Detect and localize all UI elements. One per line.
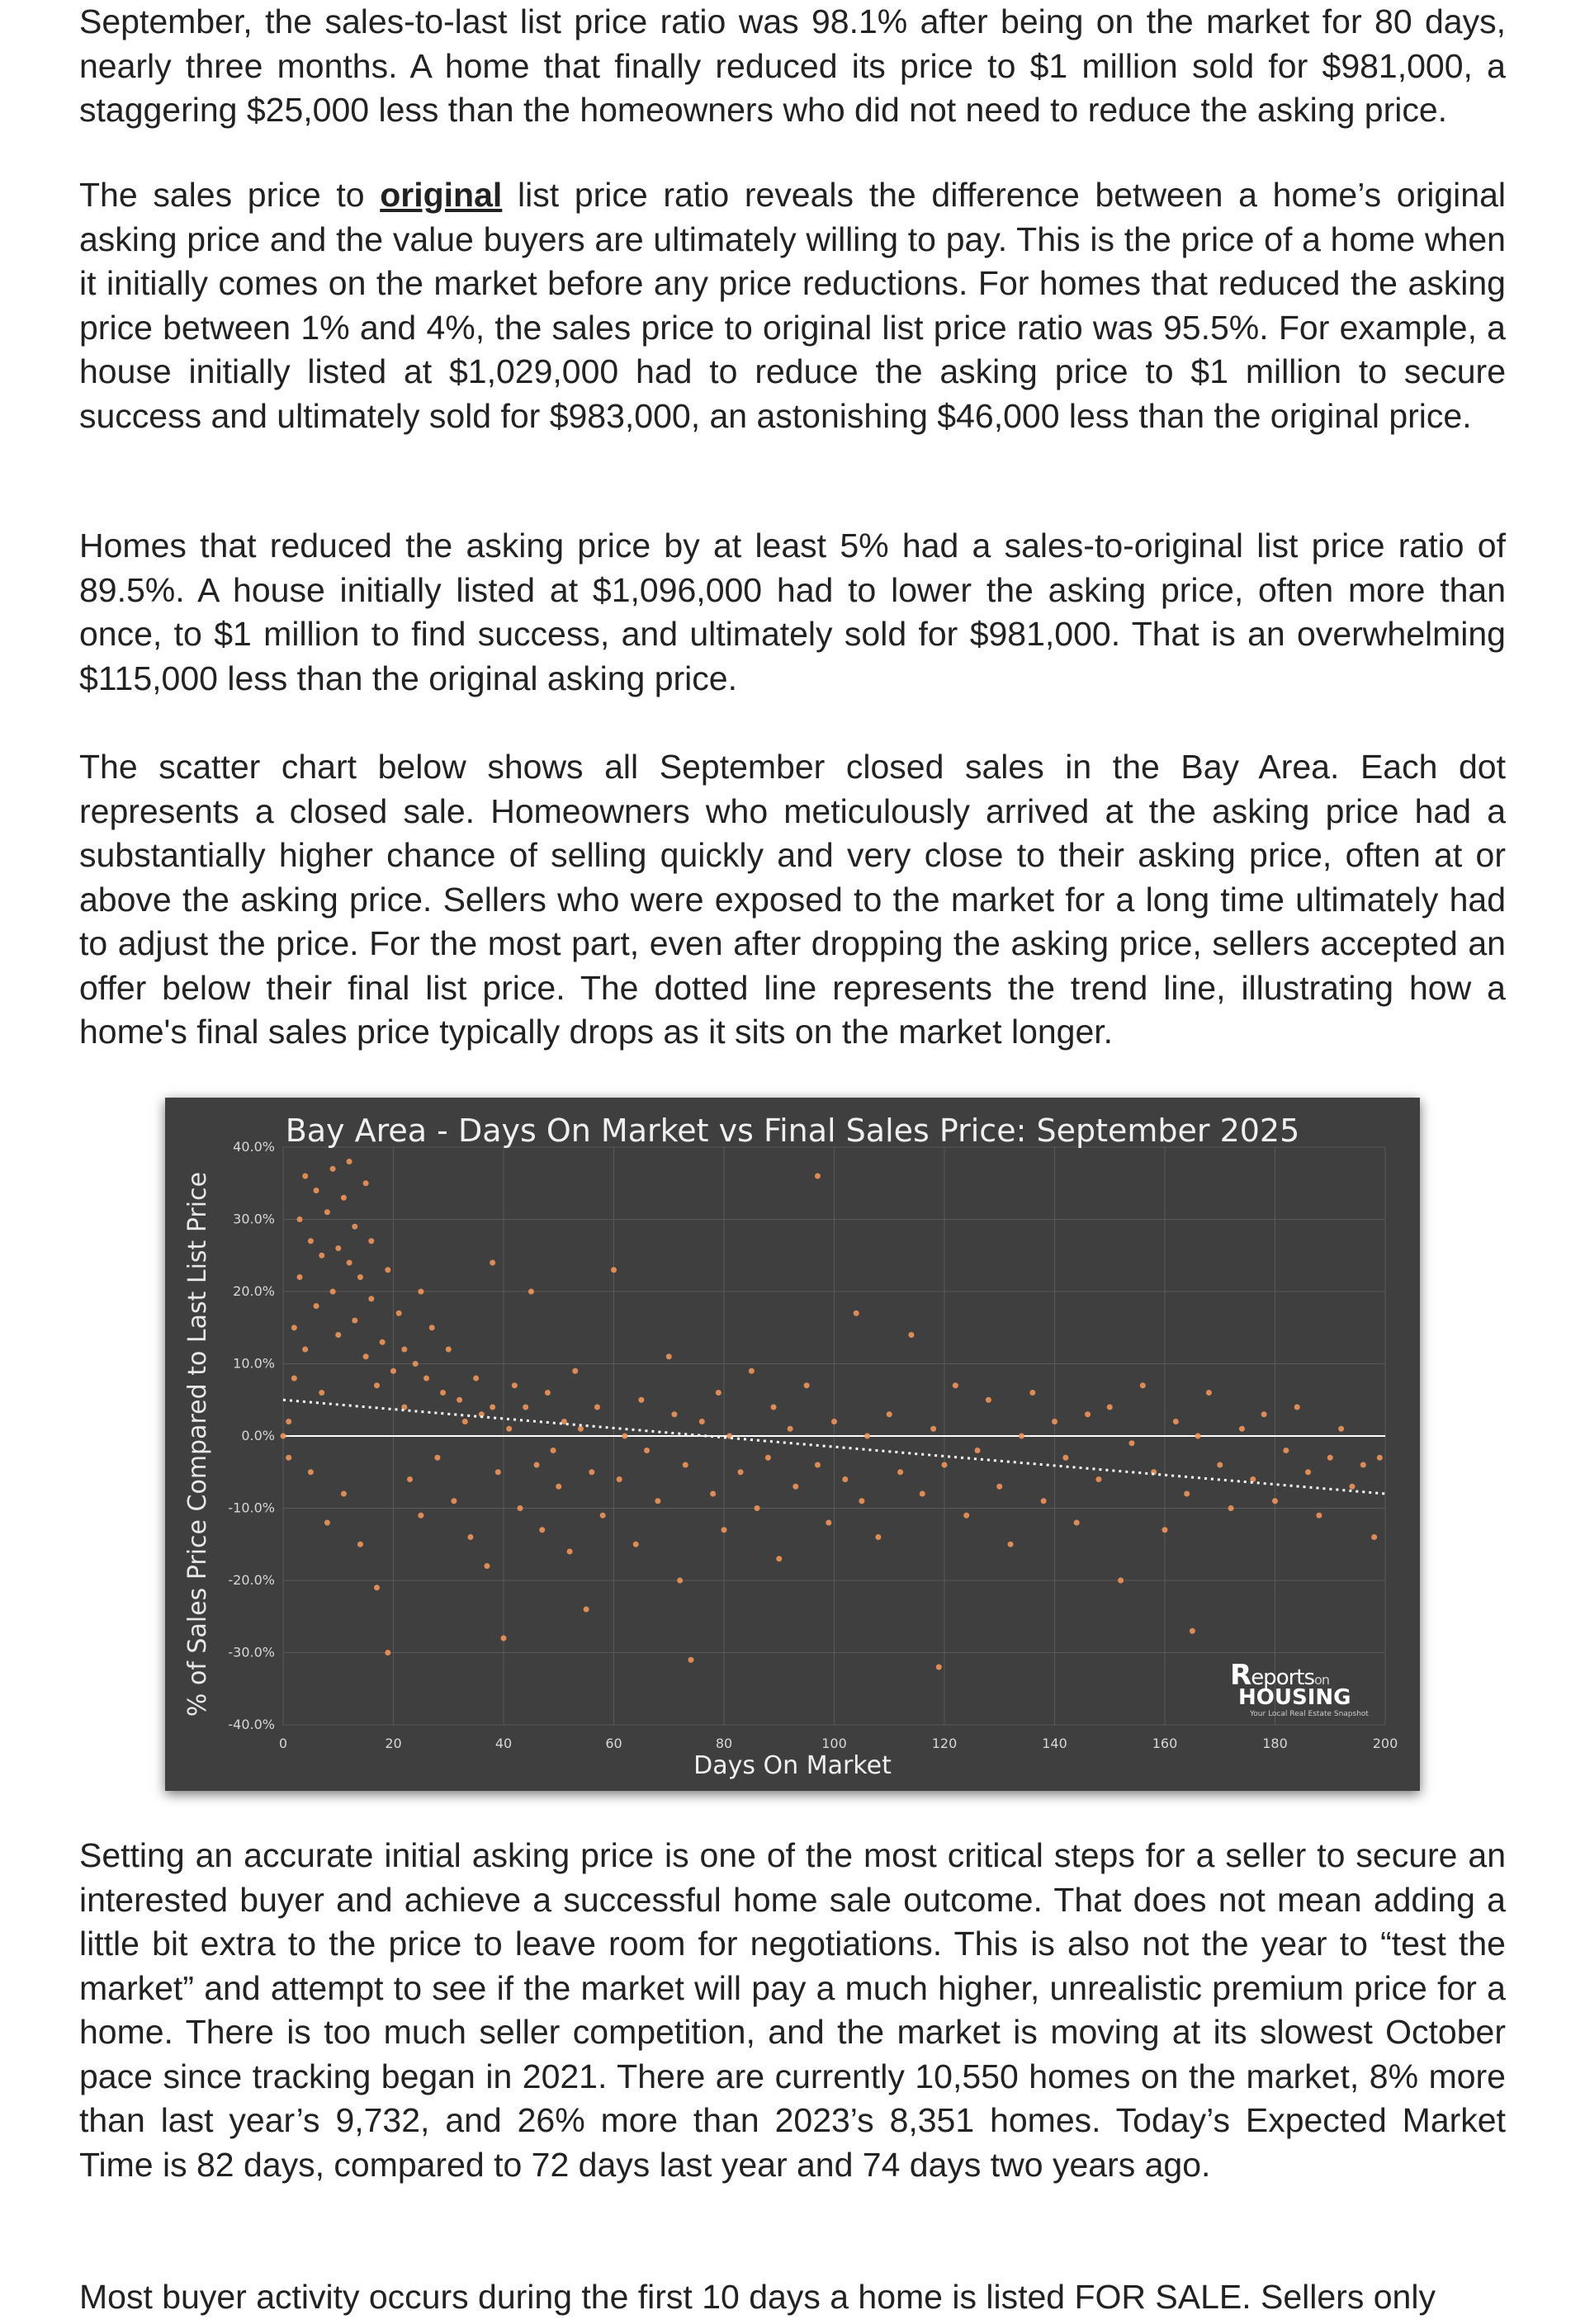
data-point: [936, 1665, 942, 1670]
data-point: [291, 1376, 297, 1382]
y-tick-label: -20.0%: [228, 1572, 275, 1588]
x-tick-label: 100: [821, 1736, 847, 1751]
data-point: [418, 1289, 423, 1295]
data-point: [451, 1498, 457, 1504]
data-point: [434, 1455, 440, 1461]
logo-tagline: Your Local Real Estate Snapshot: [1250, 1710, 1369, 1718]
data-point: [506, 1426, 512, 1432]
data-point: [418, 1513, 423, 1519]
data-point: [1140, 1382, 1146, 1388]
data-point: [539, 1527, 545, 1533]
data-point: [666, 1353, 672, 1359]
x-tick-label: 160: [1152, 1736, 1178, 1751]
data-point: [1239, 1426, 1245, 1432]
data-point: [347, 1260, 352, 1266]
data-point: [363, 1180, 369, 1186]
data-point: [755, 1505, 760, 1511]
data-point: [671, 1411, 677, 1417]
data-point: [1190, 1628, 1195, 1634]
data-point: [534, 1462, 540, 1468]
data-point: [854, 1311, 859, 1316]
data-point: [1338, 1426, 1344, 1432]
data-point: [1283, 1448, 1289, 1453]
data-point: [330, 1289, 336, 1295]
data-point: [308, 1238, 314, 1244]
data-point: [1184, 1491, 1190, 1497]
data-point: [622, 1434, 627, 1439]
data-point: [407, 1476, 413, 1482]
data-point: [352, 1224, 357, 1230]
data-point: [765, 1455, 771, 1461]
y-tick-label: 20.0%: [233, 1283, 275, 1299]
data-point: [462, 1419, 468, 1424]
data-point: [302, 1174, 308, 1179]
data-point: [413, 1361, 419, 1367]
data-point: [859, 1498, 864, 1504]
data-point: [804, 1382, 810, 1388]
data-point: [897, 1469, 903, 1475]
data-point: [528, 1289, 534, 1295]
data-point: [1316, 1513, 1322, 1519]
paragraph-3: Homes that reduced the asking price by at least 5% had a sales-to-original list price ratio of 89.5%. A house initially listed at $1,096,000 had to lower the asking price, often more than once, to $1 million to find success, and ultimately sold for $981,000. That is an overwhelming $115,000 less than the original asking price.: [79, 527, 1506, 697]
logo-letter: R: [1230, 1659, 1251, 1692]
data-point: [578, 1426, 584, 1432]
x-tick-label: 0: [278, 1736, 288, 1751]
x-tick-label: 20: [385, 1736, 402, 1751]
x-tick-label: 120: [931, 1736, 958, 1751]
data-point: [368, 1296, 374, 1301]
data-point: [1272, 1498, 1278, 1504]
x-tick-label: 200: [1372, 1736, 1398, 1751]
data-point: [429, 1325, 435, 1330]
data-point: [1305, 1469, 1311, 1475]
data-point: [380, 1339, 386, 1345]
data-point: [374, 1382, 380, 1388]
data-point: [556, 1484, 561, 1490]
data-point: [776, 1556, 782, 1561]
data-point: [297, 1216, 303, 1222]
data-point: [490, 1260, 495, 1266]
data-point: [1107, 1405, 1113, 1410]
data-point: [495, 1469, 501, 1475]
emphasis-original: original: [380, 176, 503, 214]
logo-word: eports: [1251, 1665, 1315, 1690]
data-point: [423, 1376, 429, 1382]
data-point: [600, 1513, 606, 1519]
data-point: [523, 1405, 528, 1410]
data-point: [357, 1274, 363, 1280]
data-point: [385, 1650, 390, 1656]
data-point: [1162, 1527, 1168, 1533]
data-point: [1349, 1484, 1355, 1490]
data-point: [1360, 1462, 1366, 1468]
data-point: [1377, 1455, 1383, 1461]
data-point: [716, 1390, 722, 1396]
data-point: [368, 1238, 374, 1244]
y-tick-label: 0.0%: [241, 1428, 275, 1443]
data-point: [363, 1353, 369, 1359]
data-point: [996, 1484, 1002, 1490]
y-tick-label: 10.0%: [233, 1355, 275, 1372]
data-point: [887, 1411, 892, 1417]
data-point: [655, 1498, 660, 1504]
data-point: [710, 1491, 716, 1497]
data-point: [341, 1195, 347, 1201]
data-point: [875, 1534, 881, 1540]
data-point: [633, 1542, 639, 1547]
data-point: [930, 1426, 936, 1432]
data-point: [963, 1513, 969, 1519]
data-point: [589, 1469, 594, 1475]
data-point: [330, 1166, 336, 1172]
data-point: [390, 1368, 396, 1374]
data-point: [567, 1549, 573, 1555]
data-point: [572, 1368, 578, 1374]
x-tick-label: 40: [494, 1736, 513, 1751]
x-tick-label: 180: [1262, 1736, 1288, 1751]
data-point: [699, 1419, 705, 1424]
data-point: [347, 1159, 352, 1164]
paragraph-6: Most buyer activity occurs during the first 10 days a home is listed FOR SALE. Sellers only: [79, 2278, 1436, 2316]
data-point: [1128, 1440, 1134, 1446]
y-tick-label: -40.0%: [228, 1717, 275, 1732]
data-point: [1118, 1578, 1124, 1584]
data-point: [352, 1318, 357, 1324]
data-point: [942, 1462, 948, 1468]
data-point: [335, 1245, 341, 1251]
data-point: [611, 1267, 617, 1273]
paragraph-2-body: list price ratio reveals the difference between a home’s original asking price and the value buyers are ultimately willing to pay. This is the price of a home when it initially comes on the market before any price reductions. For homes that reduced the asking price between 1% and 4%, the sales price to original list price ratio was 95.5%. For example, a house initially listed at $1,029,000 had to reduce the asking price to $1 million to secure success and ultimately sold for $983,000, an astonishing $46,000 less than the original price.: [79, 176, 1506, 435]
logo-on: on: [1314, 1672, 1329, 1688]
data-point: [831, 1419, 837, 1424]
data-point: [722, 1527, 727, 1533]
data-point: [1228, 1505, 1234, 1511]
paragraph-1: September, the sales-to-last list price ratio was 98.1% after being on the market for 80 days, nearly three months. A home that finally reduced its price to $1 million sold for $981,000, a staggering $25,000 less than the homeowners who did not need to reduce the asking price.: [79, 2, 1506, 129]
paragraph-2: [79, 173, 1506, 438]
data-point: [1095, 1476, 1101, 1482]
data-point: [297, 1274, 303, 1280]
data-point: [335, 1332, 341, 1338]
data-point: [1327, 1455, 1333, 1461]
paragraph-4: The scatter chart below shows all September closed sales in the Bay Area. Each dot represents a closed sale. Homeowners who meticulously arrived at the asking price had a substantially higher chance of selling quickly and very close to their asking price, often at or above the asking price. Sellers who were exposed to the market for a long time ultimately had to adjust the price. For the most part, even after dropping the asking price, sellers accepted an offer below their final list price. The dotted line represents the trend line, illustrating how a home's final sales price typically drops as it sits on the market longer.: [79, 748, 1506, 1051]
data-point: [545, 1390, 551, 1396]
data-point: [357, 1542, 363, 1547]
data-point: [683, 1462, 688, 1468]
data-point: [512, 1382, 518, 1388]
paragraph-2-lead: The sales price to: [79, 176, 381, 214]
data-point: [815, 1174, 821, 1179]
data-point: [1008, 1542, 1014, 1547]
data-point: [324, 1520, 330, 1526]
y-tick-label: 40.0%: [233, 1139, 275, 1155]
scatter-chart: [165, 1098, 1420, 1791]
x-tick-label: 60: [605, 1736, 622, 1751]
data-point: [1217, 1462, 1223, 1468]
data-point: [1294, 1405, 1300, 1410]
data-point: [518, 1505, 523, 1511]
x-tick-label: 140: [1042, 1736, 1067, 1751]
data-point: [302, 1347, 308, 1353]
data-point: [319, 1253, 324, 1259]
reports-on-housing-logo: [1230, 1659, 1395, 1717]
data-point: [440, 1390, 446, 1396]
data-point: [314, 1303, 319, 1309]
y-tick-label: -10.0%: [228, 1500, 275, 1516]
data-point: [467, 1534, 473, 1540]
y-tick-label: -30.0%: [228, 1644, 275, 1660]
data-point: [920, 1491, 925, 1497]
data-point: [286, 1419, 291, 1424]
data-point: [953, 1382, 958, 1388]
chart-title: Bay Area - Days On Market vs Final Sales Price: September 2025: [285, 1112, 1300, 1149]
data-point: [1052, 1419, 1057, 1424]
y-tick-label: 30.0%: [233, 1211, 275, 1227]
data-point: [490, 1405, 495, 1410]
data-point: [396, 1311, 402, 1316]
data-point: [385, 1267, 390, 1273]
data-point: [975, 1448, 981, 1453]
data-point: [594, 1405, 600, 1410]
data-point: [314, 1188, 319, 1193]
data-point: [324, 1209, 330, 1215]
data-point: [1029, 1390, 1035, 1396]
data-point: [908, 1332, 914, 1338]
data-point: [446, 1347, 452, 1353]
data-point: [1195, 1434, 1201, 1439]
data-point: [788, 1426, 793, 1432]
data-point: [826, 1520, 831, 1526]
data-point: [457, 1397, 462, 1403]
data-point: [1062, 1455, 1068, 1461]
data-point: [1041, 1498, 1047, 1504]
data-point: [473, 1376, 479, 1382]
data-point: [677, 1578, 683, 1584]
data-point: [584, 1607, 589, 1613]
x-axis-label: Days On Market: [693, 1751, 892, 1780]
data-point: [617, 1476, 622, 1482]
data-point: [401, 1347, 407, 1353]
data-point: [842, 1476, 848, 1482]
data-point: [291, 1325, 297, 1330]
data-point: [1371, 1534, 1377, 1540]
data-point: [1173, 1419, 1179, 1424]
data-point: [281, 1434, 286, 1439]
data-point: [374, 1585, 380, 1590]
data-point: [1074, 1520, 1080, 1526]
data-point: [319, 1390, 324, 1396]
data-point: [644, 1448, 650, 1453]
data-point: [484, 1563, 490, 1569]
data-point: [501, 1636, 507, 1641]
paragraph-5: Setting an accurate initial asking price is one of the most critical steps for a seller to secure an interested buyer and achieve a successful home sale outcome. That does not mean adding a little bit extra to the price to leave room for negotiations. This is also not the year to “test the market” and attempt to see if the market will pay a much higher, unrealistic premium price for a home. There is too much seller competition, and the market is moving at its slowest October pace since tracking began in 2021. There are currently 10,550 homes on the market, 8% more than last year’s 9,732, and 26% more than 2023’s 8,351 homes. Today’s Expected Market Time is 82 days, compared to 72 days last year and 74 days two years ago.: [79, 1836, 1506, 2184]
data-point: [864, 1434, 870, 1439]
data-point: [986, 1397, 991, 1403]
data-point: [815, 1462, 821, 1468]
data-point: [308, 1469, 314, 1475]
data-point: [1019, 1434, 1024, 1439]
data-point: [771, 1405, 777, 1410]
data-point: [638, 1397, 644, 1403]
y-axis-label-text: % of Sales Price Compared to Last List Price: [183, 1171, 212, 1717]
data-point: [286, 1455, 291, 1461]
data-point: [1261, 1411, 1267, 1417]
data-point: [749, 1368, 755, 1374]
data-point: [551, 1448, 556, 1453]
x-tick-label: 80: [715, 1736, 733, 1751]
data-point: [688, 1657, 693, 1663]
logo-housing: HOUSING: [1238, 1685, 1351, 1710]
data-point: [1206, 1390, 1212, 1396]
data-point: [738, 1469, 744, 1475]
data-point: [1085, 1411, 1091, 1417]
data-point: [792, 1484, 798, 1490]
data-point: [341, 1491, 347, 1497]
